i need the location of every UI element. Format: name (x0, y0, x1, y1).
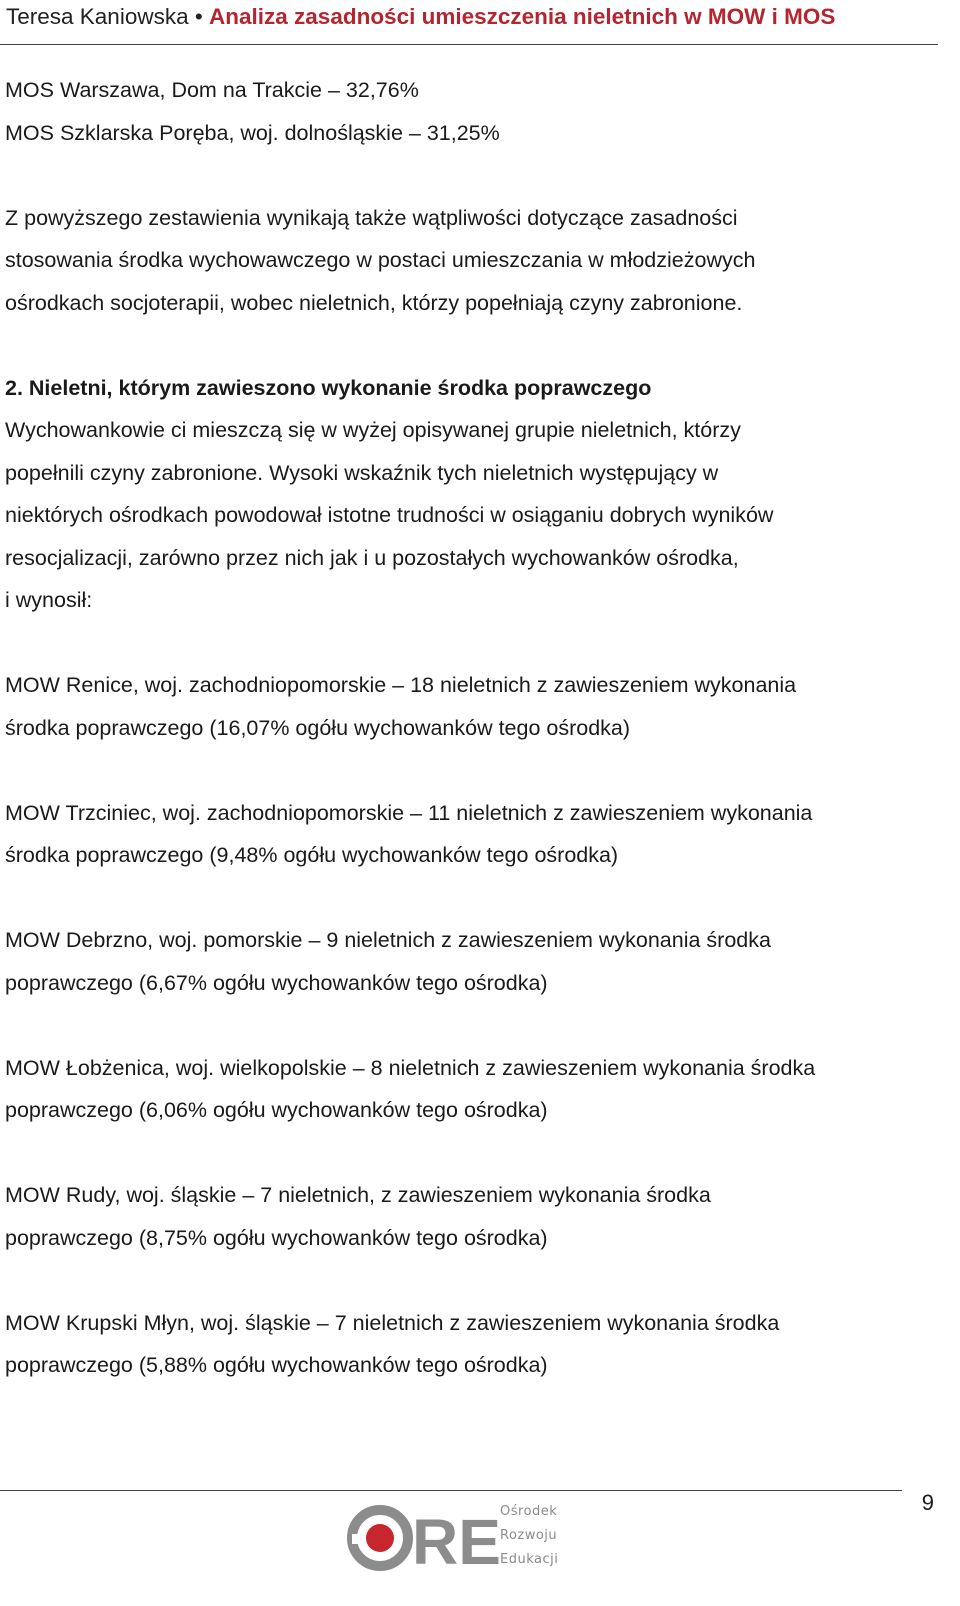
logo-word: Edukacji (500, 1552, 559, 1567)
ore-logo-mark (352, 1506, 501, 1578)
entry-line: MOW Krupski Młyn, woj. śląskie – 7 nieletnich z zawieszeniem wykonania środka (5, 1310, 780, 1335)
running-header (6, 2, 936, 32)
paragraph-line: stosowania środka wychowawczego w postaci umieszczania w młodzieżowych (5, 248, 756, 272)
footer-divider (0, 1490, 902, 1491)
list-item: MOS Szklarska Poręba, woj. dolnośląskie – 31,25% (5, 120, 500, 145)
paragraph-section2 (5, 409, 934, 622)
entry-line: MOW Trzciniec, woj. zachodniopomorskie – 11 nieletnich z zawieszeniem wykonania (5, 800, 813, 825)
page-body (5, 69, 934, 1387)
entry-line: MOW Debrzno, woj. pomorskie – 9 nieletnich z zawieszeniem wykonania środka (5, 928, 771, 952)
entry (5, 1174, 934, 1259)
ore-logo-words (500, 1500, 558, 1572)
entry (5, 664, 934, 749)
ore-logo-letters: RE (412, 1506, 501, 1578)
entry-line: MOW Rudy, woj. śląskie – 7 nieletnich, z zawieszeniem wykonania środka (5, 1183, 711, 1207)
entry-line: MOW Renice, woj. zachodniopomorskie – 18 nieletnich z zawieszeniem wykonania (5, 673, 797, 697)
logo-word: Rozwoju (500, 1528, 558, 1543)
entry-line: poprawczego (8,75% ogółu wychowanków tego ośrodka) (5, 1225, 548, 1250)
entry-line: środka poprawczego (9,48% ogółu wychowanków tego ośrodka) (5, 843, 619, 867)
paragraph-line: niektórych ośrodkach powodował istotne trudności w osiąganiu dobrych wyników (5, 503, 774, 527)
header-bullet: • (194, 4, 203, 29)
paragraph-line: i wynosił: (5, 588, 93, 612)
entry (5, 919, 934, 1004)
header-title: Analiza zasadności umieszczenia nieletnich w MOW i MOS (209, 4, 836, 29)
header-author: Teresa Kaniowska (6, 4, 189, 29)
entry-line: poprawczego (6,06% ogółu wychowanków tego ośrodka) (5, 1098, 548, 1122)
entry (5, 1047, 934, 1132)
paragraph-line: resocjalizacji, zarówno przez nich jak i u pozostałych wychowanków ośrodka, (5, 545, 739, 570)
page-number: 9 (921, 1490, 934, 1515)
entry-line: MOW Łobżenica, woj. wielkopolskie – 8 nieletnich z zawieszeniem wykonania środka (5, 1055, 816, 1080)
entry-line: poprawczego (5,88% ogółu wychowanków tego ośrodka) (5, 1353, 548, 1377)
paragraph-line: popełnili czyny zabronione. Wysoki wskaźnik tych nieletnich występujący w (5, 460, 719, 485)
paragraph-line: Wychowankowie ci mieszczą się w wyżej opisywanej grupie nieletnich, którzy (5, 418, 741, 442)
logo-word: Ośrodek (500, 1504, 558, 1519)
paragraph-line: Z powyższego zestawienia wynikają także wątpliwości dotyczące zasadności (5, 205, 738, 230)
paragraph-line: ośrodkach socjoterapii, wobec nieletnich, którzy popełniają czyny zabronione. (5, 290, 743, 315)
entry (5, 1302, 934, 1387)
entry-line: poprawczego (6,67% ogółu wychowanków tego ośrodka) (5, 970, 548, 995)
entry (5, 792, 934, 877)
section-heading: 2. Nieletni, którym zawieszono wykonanie środka poprawczego (5, 375, 652, 400)
entry-line: środka poprawczego (16,07% ogółu wychowanków tego ośrodka) (5, 715, 631, 740)
paragraph-intro (5, 197, 934, 325)
list-item: MOS Warszawa, Dom na Trakcie – 32,76% (5, 78, 419, 102)
header-divider (0, 44, 938, 45)
